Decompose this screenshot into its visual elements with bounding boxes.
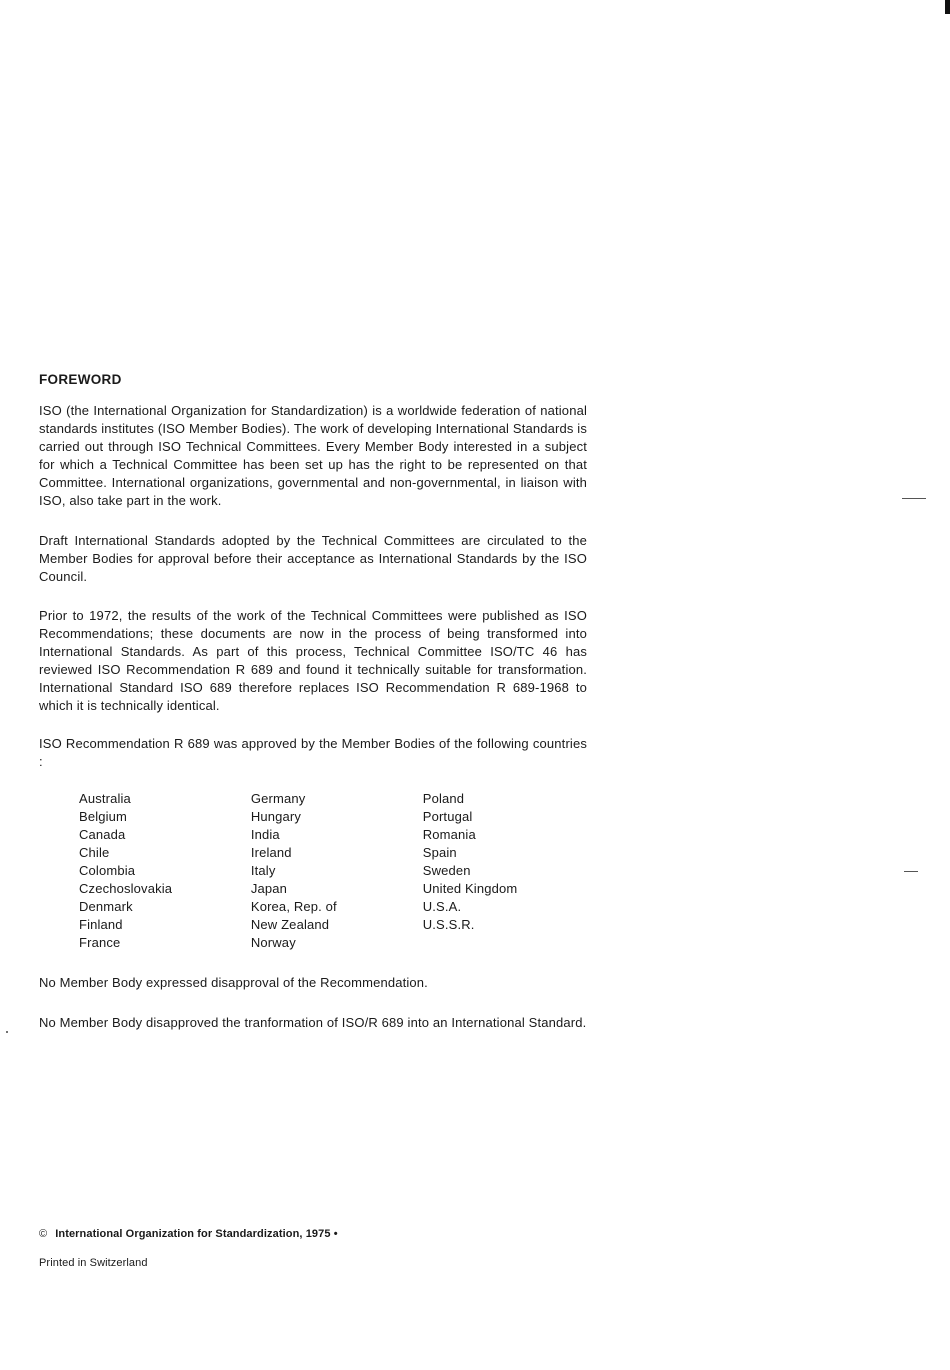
scan-margin-mark [902, 498, 926, 499]
country-item: Czechoslovakia [79, 881, 173, 896]
country-item: Denmark [79, 899, 133, 914]
country-item: Chile [79, 845, 110, 860]
scan-edge-mark [945, 0, 950, 14]
country-item: Norway [250, 935, 296, 950]
country-item: U.S.A. [422, 899, 462, 914]
country-item: France [79, 935, 121, 950]
copyright-symbol: © [39, 1228, 48, 1240]
country-item: Spain [422, 845, 457, 860]
country-item: Japan [250, 881, 288, 896]
country-item: India [250, 827, 280, 842]
country-item: Belgium [79, 809, 128, 824]
country-column-3 [423, 790, 579, 952]
country-item: Canada [79, 827, 126, 842]
country-item: Ireland [250, 845, 292, 860]
country-column-1 [79, 790, 251, 952]
country-item: Finland [79, 917, 123, 932]
foreword-paragraph-4: ISO Recommendation R 689 was approved by the Member Bodies of the following countries : [39, 736, 587, 769]
printed-location: Printed in Switzerland [39, 1257, 148, 1269]
transformation-note: No Member Body disapproved the tranformation of ISO/R 689 into an International Standard. [39, 1015, 587, 1030]
foreword-heading: FOREWORD [39, 372, 122, 387]
country-item: United Kingdom [422, 881, 518, 896]
country-item: Portugal [422, 809, 473, 824]
disapproval-note: No Member Body expressed disapproval of the Recommendation. [39, 975, 428, 990]
country-item: Sweden [422, 863, 471, 878]
country-list [79, 790, 579, 952]
country-item: Australia [79, 791, 131, 806]
country-item: Korea, Rep. of [250, 899, 337, 914]
country-column-2 [251, 790, 423, 952]
country-item: Germany [250, 791, 306, 806]
country-item: Hungary [250, 809, 302, 824]
country-item: Poland [422, 791, 465, 806]
country-item: Italy [250, 863, 276, 878]
scan-margin-mark [904, 871, 918, 872]
foreword-paragraph-3: Prior to 1972, the results of the work of the Technical Committees were published as ISO Recommendations; these documents are now in the process of being transformed into International Standards. As part of this process, Technical Committee ISO/TC 46 has reviewed ISO Recommendation R 689 and found it technically suitable for transformation. International Standard ISO 689 therefore replaces ISO Recommendation R 689-1968 to which it is technically identical. [39, 608, 587, 713]
country-item: New Zealand [250, 917, 330, 932]
foreword-paragraph-2: Draft International Standards adopted by the Technical Committees are circulated to the Member Bodies for approval before their acceptance as International Standards by the ISO Council. [39, 533, 587, 584]
country-item: U.S.S.R. [422, 917, 475, 932]
scan-speck [6, 1031, 8, 1033]
country-item: Romania [422, 827, 476, 842]
foreword-paragraph-1: ISO (the International Organization for Standardization) is a worldwide federation of national standards institutes (ISO Member Bodies). The work of developing International Standards is carried out through ISO Technical Committees. Every Member Body interested in a subject for which a Technical Committee has been set up has the right to be represented on that Committee. International organizations, governmental and non-governmental, in liaison with ISO, also take part in the work. [39, 403, 587, 508]
copyright-line [39, 1228, 338, 1240]
country-item: Colombia [79, 863, 136, 878]
copyright-text: International Organization for Standardization, 1975 • [55, 1228, 338, 1240]
